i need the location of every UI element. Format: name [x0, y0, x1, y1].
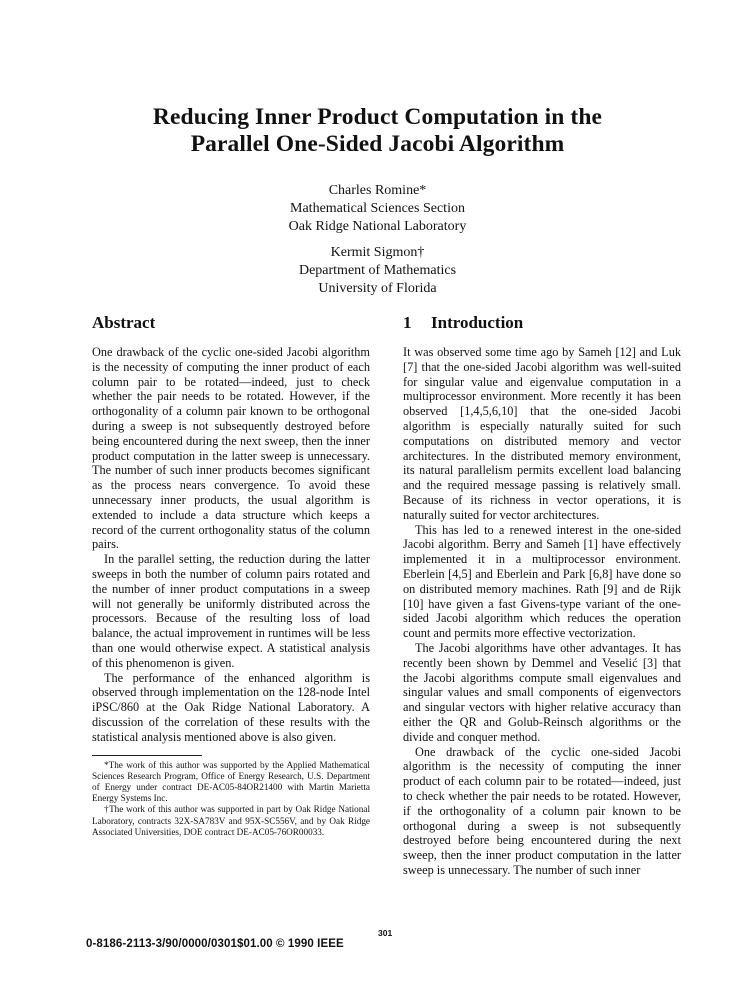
- title-line-1: Reducing Inner Product Computation in the: [152, 104, 603, 130]
- section-number: 1: [403, 313, 412, 332]
- author-organization: University of Florida: [318, 281, 437, 296]
- footnote-sigmon: †The work of this author was supported in part by Oak Ridge National Laboratory, contracts 32X-SA783V and 95X-SC556V, and by Oak Ridge Associated Universities, DOE contract DE-AC05-76OR00033.: [92, 804, 370, 837]
- abstract-paragraph: In the parallel setting, the reduction during the latter sweeps in both the number of column pairs rotated and the number of inner product computations in a sweep will not generally be uniformly distributed across the processors. Because of the resulting loss of load balance, the actual improvement in runtimes will be less than one would otherwise expect. A statistical analysis of this phenomenon is given.: [92, 552, 370, 670]
- intro-paragraph: One drawback of the cyclic one-sided Jacobi algorithm is the necessity of computing the inner product of each column pair to be rotated—indeed, just to check whether the pair needs to be rotated. However, if the orthogonality of a column pair known to be orthogonal during a sweep is not subsequently destroyed before being encountered during the next sweep, then the inner product computation in the latter sweep is unnecessary. The number of such inner: [403, 744, 681, 877]
- section-title: Introduction: [431, 313, 524, 332]
- copyright-line: 0-8186-2113-3/90/0000/0301$01.00 © 1990 IEEE: [86, 938, 344, 950]
- paper-title: [0, 104, 755, 158]
- abstract-paragraph: The performance of the enhanced algorithm is observed through implementation on the 128-node Intel iPSC/860 at the Oak Ridge National Laboratory. A discussion of the correlation of these results with the statistical analysis mentioned above is also given.: [92, 670, 370, 744]
- intro-paragraph: The Jacobi algorithms have other advantages. It has recently been shown by Demmel and Veselić [3] that the Jacobi algorithms compute small eigenvalues and singular values and small components of eigenvectors and singular vectors with higher relative accuracy than either the QR and Golub-Reinsch algorithms or the divide and conquer method.: [403, 640, 681, 744]
- intro-paragraph: This has led to a renewed interest in the one-sided Jacobi algorithm. Berry and Sameh [1] have effectively implemented it in a multiprocessor environment. Eberlein [4,5] and Eberlein and Park [6,8] have done so on distributed memory machines. Rath [9] and de Rijk [10] have given a fast Givens-type variant of the one-sided Jacobi algorithm which reduces the operation count and permits more effective vectorization.: [403, 522, 681, 641]
- author-sigmon: [0, 244, 755, 298]
- author-name: Charles Romine*: [328, 183, 427, 198]
- title-line-2: Parallel One-Sided Jacobi Algorithm: [190, 131, 565, 157]
- footnote-romine: *The work of this author was supported by the Applied Mathematical Sciences Research Program, Office of Energy Research, U.S. Department of Energy under contract DE-AC05-84OR21400 with Martin Marietta Energy Systems Inc.: [92, 759, 370, 804]
- left-column: [92, 312, 370, 838]
- author-department: Department of Mathematics: [298, 263, 457, 278]
- author-romine: [0, 182, 755, 236]
- abstract-paragraph: One drawback of the cyclic one-sided Jacobi algorithm is the necessity of computing the inner product of each column pair to be rotated—indeed, just to check whether the pair needs to be rotated. However, if the orthogonality of a column pair known to be orthogonal during a sweep is not subsequently destroyed before being encountered during the next sweep, then the inner product computation in the latter sweep is unnecessary. The number of such inner products becomes significant as the process nears convergence. To avoid these unnecessary inner products, the usual algorithm is extended to include a data structure which keeps a record of the current orthogonality status of the column pairs.: [92, 345, 370, 552]
- page-number: 301: [378, 928, 393, 938]
- intro-paragraph: It was observed some time ago by Sameh [12] and Luk [7] that the one-sided Jacobi algorithm was well-suited for singular value and eigenvalue computation in a multiprocessor environment. More recently it has been observed [1,4,5,6,10] that the one-sided Jacobi algorithm is especially naturally suited for such computations on distributed memory and vector architectures. In the distributed memory environment, its natural parallelism permits excellent load balancing and the required message passing is relatively small. Because of its richness in vector operations, it is naturally suited for vector architectures.: [403, 345, 681, 522]
- footnote-divider: [92, 755, 202, 756]
- author-list: [0, 182, 755, 306]
- introduction-heading: [403, 312, 681, 334]
- right-column: [403, 312, 681, 878]
- author-organization: Oak Ridge National Laboratory: [288, 219, 467, 234]
- author-department: Mathematical Sciences Section: [290, 201, 465, 216]
- author-name: Kermit Sigmon†: [330, 245, 425, 260]
- abstract-heading: Abstract: [92, 313, 156, 332]
